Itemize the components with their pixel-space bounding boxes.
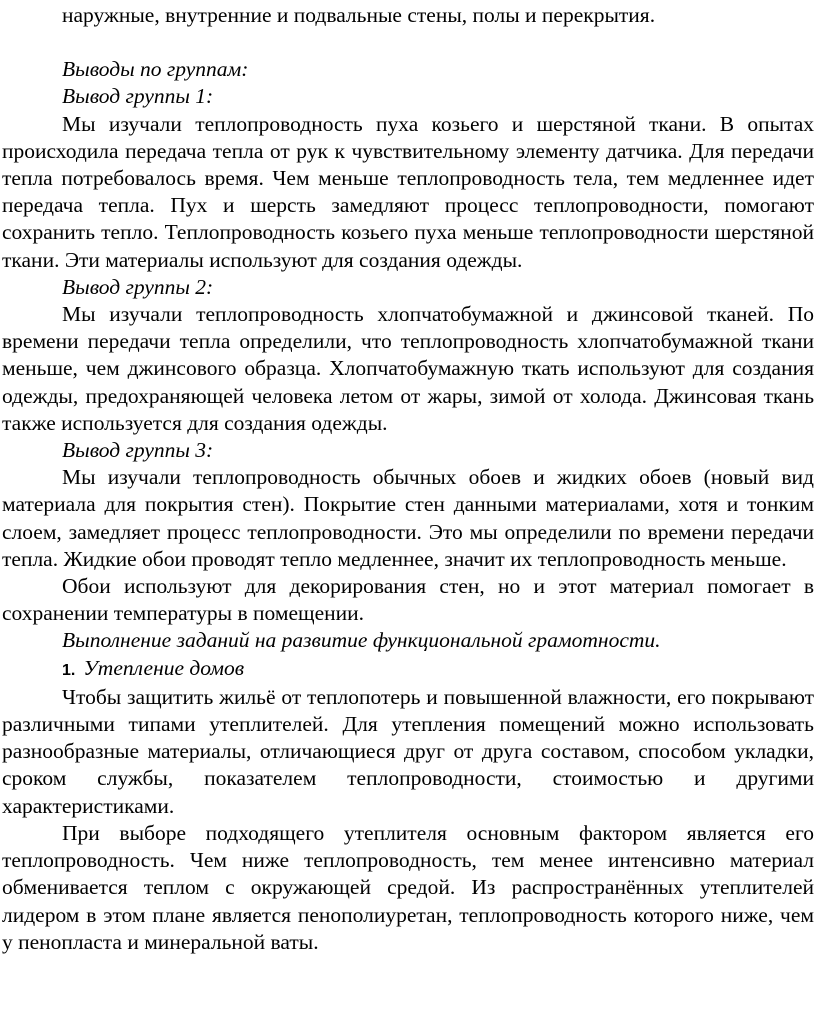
- group1-heading: Вывод группы 1:: [62, 84, 214, 109]
- task1-number: 1.: [62, 661, 76, 679]
- conclusions-heading: Выводы по группам:: [62, 57, 249, 82]
- tasks-heading: Выполнение заданий на развитие функциональной грамотности.: [62, 628, 661, 653]
- group2-paragraph: Мы изучали теплопроводность хлопчатобумажной и джинсовой тканей. По времени передачи тепла определили, что теплопроводность хлопчатобумажной ткани меньше, чем джинсового образца. Хлопчатобумажную ткать используют для создания одежды, предохраняющей человека летом от жары, зимой от холода. Джинсовая ткань также используется для создания одежды.: [2, 302, 814, 435]
- group3-paragraph-2: Обои используют для декорирования стен, но и этот материал помогает в сохранении температуры в помещении.: [2, 574, 814, 626]
- group3-heading: Вывод группы 3:: [62, 438, 214, 463]
- task1-paragraph-2: При выборе подходящего утеплителя основным фактором является его теплопроводность. Чем ниже теплопроводность, тем менее интенсивно материал обменивается теплом с окружающей средой. Из распространённых утеплителей лидером в этом плане является пенополиуретан, теплопроводность которого ниже, чем у пенопласта и минеральной ваты.: [2, 820, 814, 954]
- blank-line: [2, 29, 814, 56]
- task1-paragraph-1: Чтобы защитить жильё от теплопотерь и повышенной влажности, его покрывают различными типами утеплителей. Для утепления помещений можно использовать разнообразные материалы, отличающиеся друг от друга составом, способом укладки, сроком службы, показателем теплопроводности, стоимостью и другими характеристиками.: [2, 684, 814, 818]
- group3-paragraph: Мы изучали теплопроводность обычных обоев и жидких обоев (новый вид материала для покрытия стен). Покрытие стен данными материалами, хотя и тонким слоем, замедляет процесс теплопроводности. Это мы определили по времени передачи тепла. Жидкие обои проводят тепло медленнее, значит их теплопроводность меньше.: [2, 465, 814, 571]
- group2-heading: Вывод группы 2:: [62, 274, 214, 299]
- group1-paragraph: Мы изучали теплопроводность пуха козьего и шерстяной ткани. В опытах происходила передача тепла от рук к чувствительному элементу датчика. Для передачи тепла потребовалось время. Чем меньше теплопроводность тела, тем медленнее идет передача тепла. Пух и шерсть замедляют процесс теплопроводности, помогают сохранить тепло. Теплопроводность козьего пуха меньше теплопроводности шерстяной ткани. Эти материалы используют для создания одежды.: [2, 111, 814, 272]
- task1-title: Утепление домов: [83, 655, 245, 680]
- intro-line: наружные, внутренние и подвальные стены, полы и перекрытия.: [62, 3, 656, 27]
- task1-heading: [2, 655, 814, 684]
